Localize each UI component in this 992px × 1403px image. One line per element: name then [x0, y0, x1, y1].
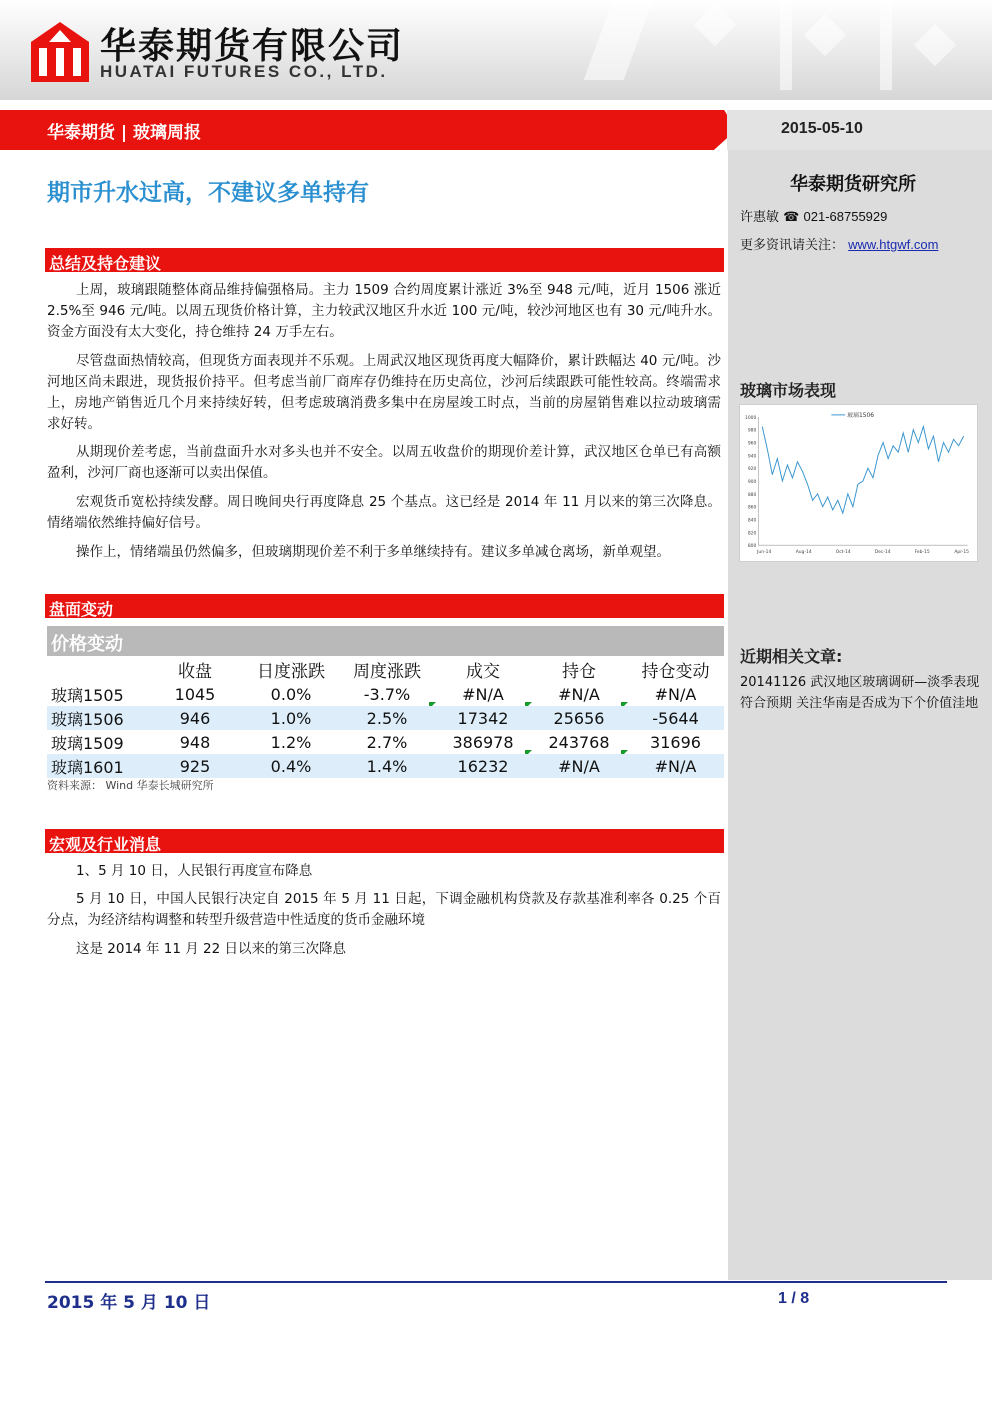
header-decoration — [804, 14, 846, 56]
x-tick-label: Dec-14 — [874, 550, 891, 556]
table-cell: 玻璃1509 — [51, 733, 124, 753]
table-cell: 玻璃1601 — [47, 754, 147, 778]
table-cell: 243768 — [531, 730, 627, 754]
report-title: 期市升水过高，不建议多单持有 — [47, 180, 369, 206]
column-header: 日度涨跌 — [257, 661, 325, 682]
x-tick-label: Aug-14 — [795, 550, 812, 556]
section-macro-title: 宏观及行业消息 — [49, 835, 162, 854]
table-cell: 31696 — [650, 732, 701, 752]
summary-paragraph: 宏观货币宽松持续发酵。周日晚间央行再度降息 25 个基点。这已经是 2014 年 11 月以来的第三次降息。情绪端依然维持偏好信号。 — [47, 494, 721, 531]
price-table-title: 价格变动 — [51, 634, 123, 655]
table-cell: 386978 — [435, 730, 531, 754]
table-cell: 17342 — [435, 706, 531, 730]
y-tick-label: 1000 — [745, 415, 757, 421]
column-header: 周度涨跌 — [353, 661, 421, 682]
y-tick-label: 820 — [747, 531, 757, 537]
analyst-name: 许惠敏 — [740, 210, 780, 225]
y-tick-label: 880 — [747, 492, 757, 498]
x-tick-label: Feb-15 — [914, 550, 930, 556]
y-tick-label: 960 — [747, 441, 757, 447]
y-tick-label: 920 — [747, 467, 757, 473]
table-cell: 948 — [179, 732, 211, 752]
data-source: 资料来源： Wind 华泰长城研究所 — [47, 779, 214, 792]
y-tick-label: 900 — [747, 480, 757, 485]
page-number: 1 / 8 — [778, 1290, 810, 1307]
website-link[interactable]: www.htgwf.com — [848, 237, 939, 252]
header-decoration — [694, 4, 736, 46]
analyst-contact — [740, 206, 887, 225]
series-line — [762, 427, 963, 514]
table-row — [47, 730, 724, 754]
column-header: 持仓 — [562, 661, 596, 682]
section-summary-title: 总结及持仓建议 — [49, 254, 162, 273]
section-macro-bar — [45, 829, 724, 855]
table-cell: 玻璃1506 — [47, 706, 147, 730]
table-cell: 1.4% — [339, 754, 435, 778]
table-cell: 0.0% — [270, 684, 312, 704]
table-cell: 16232 — [435, 754, 531, 778]
table-row — [47, 706, 724, 730]
y-tick-label: 940 — [747, 454, 757, 460]
table-row — [47, 682, 724, 706]
company-logo — [31, 22, 89, 82]
price-table — [47, 656, 724, 778]
macro-paragraph: 这是 2014 年 11 月 22 日以来的第三次降息 — [76, 941, 346, 957]
company-name-cn: 华泰期货有限公司 — [100, 26, 405, 67]
column-header: 收盘 — [178, 661, 212, 682]
company-name-en: HUATAI FUTURES CO., LTD. — [100, 62, 388, 81]
macro-paragraph: 5 月 10 日，中国人民银行决定自 2015 年 5 月 11 日起，下调金融机构贷款及存款基准利率各 0.25 个百分点，为经济结构调整和转型升级营造中性适度的货币金融环境 — [47, 891, 721, 928]
related-articles-title: 近期相关文章: — [740, 647, 843, 666]
report-date: 2015-05-10 — [781, 120, 863, 137]
table-header-row — [47, 656, 724, 682]
y-tick-label: 800 — [747, 544, 757, 550]
table-cell: 0.4% — [243, 754, 339, 778]
table-cell: #N/A — [627, 754, 724, 778]
table-cell: 25656 — [531, 706, 627, 730]
table-cell: #N/A — [531, 754, 627, 778]
table-cell: 2.7% — [366, 732, 408, 752]
x-tick-label: Apr-15 — [954, 550, 969, 556]
table-row — [47, 754, 724, 778]
x-tick-label: Oct-14 — [835, 550, 851, 556]
summary-paragraph: 操作上，情绪端虽仍然偏多，但玻璃期现价差不利于多单继续持有。建议多单减仓离场，新单观望。 — [76, 544, 670, 560]
research-institute: 华泰期货研究所 — [790, 174, 916, 195]
header-decoration — [914, 24, 956, 66]
report-tag: 华泰期货 | 玻璃周报 — [47, 123, 202, 143]
summary-paragraph: 尽管盘面热情较高，但现货方面表现并不乐观。上周武汉地区现货再度大幅降价，累计跌幅达 40 元/吨。沙河地区尚未跟进，现货报价持平。但考虑当前厂商库存仍维持在历史高位，沙河后续跟跌可能性较高。终端需求上，房地产销售近几个月来持续好转，但考虑玻璃消费多集中在房屋竣工时点，当前的房屋销售难以拉动玻璃需求好转。 — [47, 353, 721, 432]
table-cell: -3.7% — [339, 682, 435, 706]
y-tick-label: 980 — [747, 428, 757, 434]
table-cell: 1.0% — [243, 706, 339, 730]
column-header — [47, 656, 147, 682]
x-tick-label: Jun-14 — [757, 550, 772, 556]
price-table-title-bar — [47, 626, 724, 656]
more-info — [740, 234, 938, 253]
more-info-label: 更多资讯请关注： — [740, 238, 845, 253]
analyst-phone: 021-68755929 — [803, 209, 888, 224]
table-cell: 玻璃1505 — [51, 685, 124, 705]
summary-paragraph: 上周，玻璃跟随整体商品维持偏强格局。主力 1509 合约周度累计涨近 3%至 948 元/吨，近月 1506 涨近 2.5%至 946 元/吨。以周五现货价格计算，主力较武汉地区升水近 100 元/吨，较沙河地区也有 30 元/吨升水。资金方面没有太大变化，持仓维持 24 万手左右。 — [47, 282, 721, 340]
column-header: 成交 — [466, 661, 500, 682]
table-cell: 946 — [147, 706, 243, 730]
summary-paragraph: 从期现价差考虑，当前盘面升水对多头也并不安全。以周五收盘价的期现价差计算，武汉地区仓单已有高额盈利，沙河厂商也逐渐可以卖出保值。 — [47, 444, 721, 481]
phone-icon: ☎ — [783, 210, 800, 225]
y-tick-label: 860 — [747, 505, 757, 511]
table-cell: 1045 — [174, 684, 216, 704]
table-cell: 2.5% — [339, 706, 435, 730]
header-decoration — [584, 0, 657, 80]
table-cell: #N/A — [435, 682, 531, 706]
table-cell: 1.2% — [270, 732, 312, 752]
table-cell: #N/A — [654, 684, 697, 704]
section-market-title: 盘面变动 — [49, 600, 114, 619]
related-article-link[interactable]: 20141126 武汉地区玻璃调研—淡季表现符合预期 关注华南是否成为下个价值洼地 — [740, 675, 980, 711]
table-cell: -5644 — [627, 706, 724, 730]
macro-paragraph: 1、5 月 10 日，人民银行再度宣布降息 — [76, 863, 313, 879]
market-line-chart — [739, 404, 978, 562]
section-market-bar — [45, 594, 724, 620]
header-decoration — [780, 0, 792, 90]
y-tick-label: 840 — [747, 518, 757, 524]
footer-date: 2015 年 5 月 10 日 — [47, 1293, 211, 1313]
header-decoration — [880, 0, 892, 90]
legend-label: 玻璃1506 — [847, 412, 874, 419]
footer-divider — [45, 1281, 947, 1283]
column-header: 持仓变动 — [641, 661, 710, 682]
section-summary-bar — [45, 248, 724, 274]
sidebar — [728, 150, 992, 1280]
table-cell: 925 — [147, 754, 243, 778]
market-performance-title: 玻璃市场表现 — [740, 381, 837, 400]
table-cell: #N/A — [531, 682, 627, 706]
